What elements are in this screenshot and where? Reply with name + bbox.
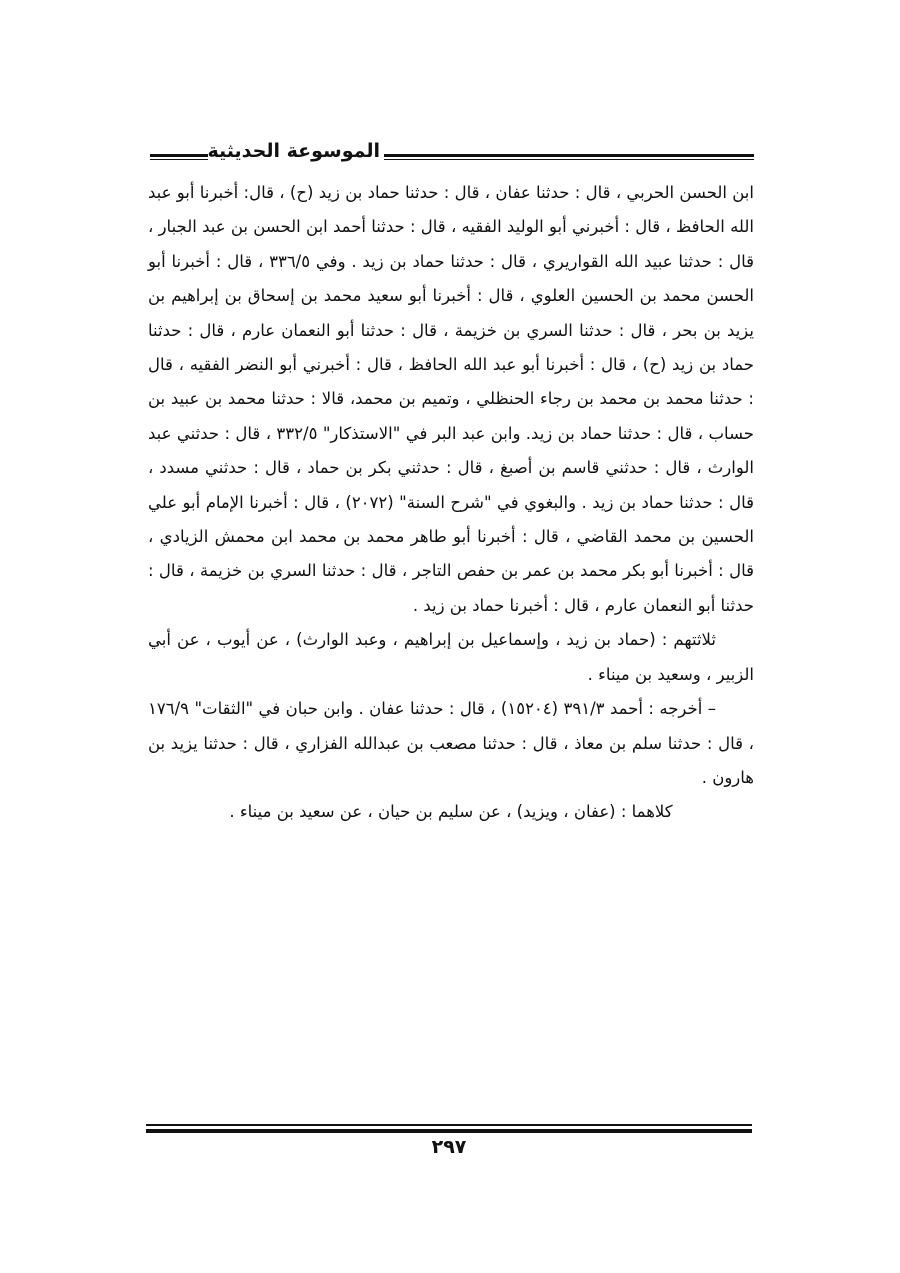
header-rule-left [150, 154, 208, 160]
page-number: ٢٩٧ [431, 1136, 467, 1158]
footer-rule [146, 1124, 752, 1133]
paragraph-both-narrators: كلاهما : (عفان ، ويزيد) ، عن سليم بن حيان ، عن سعيد بن ميناء . [229, 802, 673, 822]
page-body [148, 176, 754, 830]
running-header [150, 138, 754, 174]
header-rule-right [384, 154, 754, 160]
paragraph-chain-of-narrators: ابن الحسن الحربي ، قال : حدثنا عفان ، قال : حدثنا حماد بن زيد (ح) ، قال: أخبرنا أبو عبد الله الحافظ ، قال : أخبرني أبو الوليد الفقيه ، قال : حدثنا أحمد ابن الحسن بن عبد الجبار ، قال : حدثنا عبيد الله القواريري ، قال : حدثنا حماد بن زيد . وفي ٣٣٦/٥ ، قال : أخبرنا أبو الحسن محمد بن الحسين العلوي ، قال : أخبرنا أبو سعيد محمد بن إسحاق بن إبراهيم بن يزيد بن بحر ، قال : حدثنا السري بن خزيمة ، قال : حدثنا أبو النعمان عارم ، قال : حدثنا حماد بن زيد (ح) ، قال : أخبرنا أبو عبد الله الحافظ ، قال : أخبرني أبو النضر الفقيه ، قال : حدثنا محمد بن محمد بن رجاء الحنظلي ، وتميم بن محمد، قالا : حدثنا محمد بن عبيد بن حساب ، قال : حدثنا حماد بن زيد. وابن عبد البر في "الاستذكار" ٣٣٢/٥ ، قال : حدثني عبد الوارث ، قال : حدثني قاسم بن أصبغ ، قال : حدثني بكر بن حماد ، قال : حدثني مسدد ، قال : حدثنا حماد بن زيد . والبغوي في "شرح السنة" (٢٠٧٢) ، قال : أخبرنا الإمام أبو علي الحسين بن محمد القاضي ، قال : أخبرنا أبو طاهر محمد بن محمد ابن محمش الزيادي ، قال : أخبرنا أبو بكر محمد بن عمر بن حفص التاجر ، قال : حدثنا السري بن خزيمة ، قال : حدثنا أبو النعمان عارم ، قال : أخبرنا حماد بن زيد . [148, 183, 755, 615]
header-title: الموسوعة الحديثية [207, 140, 380, 162]
paragraph-takhrij: – أخرجه : أحمد ٣٩١/٣ (١٥٢٠٤) ، قال : حدثنا عفان . وابن حبان في "الثقات" ١٧٦/٩ ، قال : حدثنا سلم بن معاذ ، قال : حدثنا مصعب بن عبدالله الفزاري ، قال : حدثنا يزيد بن هارون . [148, 699, 754, 787]
paragraph-three-narrators: ثلاثتهم : (حماد بن زيد ، وإسماعيل بن إبراهيم ، وعبد الوارث) ، عن أيوب ، عن أبي الزبير ، وسعيد بن ميناء . [148, 630, 754, 684]
